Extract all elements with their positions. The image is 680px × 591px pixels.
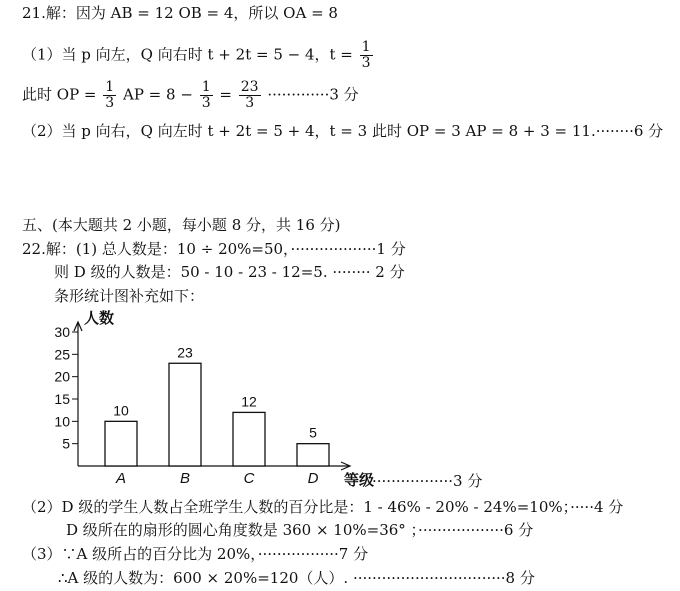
fraction-ap-sub — [200, 80, 213, 111]
fraction-t — [360, 40, 373, 71]
q21-line-2 — [22, 40, 375, 71]
bar-C — [233, 412, 265, 466]
y-axis-arrow — [74, 322, 82, 331]
fraction-den: 3 — [245, 95, 255, 111]
q22-part3-line-2: ∴A 级的人数为：600 × 20%=120（人）. ································8 分 — [58, 569, 535, 587]
bar-D — [297, 444, 329, 466]
y-tick-label: 5 — [62, 435, 70, 452]
category-label: C — [243, 470, 255, 487]
fraction-den: 3 — [201, 95, 211, 111]
fraction-op — [103, 80, 116, 111]
fraction-num: 1 — [105, 79, 115, 95]
bar-B — [169, 363, 201, 466]
fraction-den: 3 — [105, 95, 115, 111]
x-axis-arrow — [341, 462, 350, 470]
q22-line-2: 则 D 级的人数是：50 - 10 - 23 - 12=5. ········ 2 分 — [54, 263, 405, 281]
category-label: B — [179, 470, 191, 487]
y-tick-label: 10 — [54, 413, 70, 430]
q21-line-3-score: ·············3 分 — [267, 85, 359, 104]
chart-score: ·················3 分 — [372, 472, 483, 490]
y-tick-label: 30 — [54, 324, 70, 340]
q22-part3-line-1: （3）∵A 级所占的百分比为 20%，·················7 分 — [22, 545, 369, 563]
q21-line-3-ap: AP = 8 − — [122, 85, 193, 104]
bar-value-label: 12 — [241, 393, 257, 410]
bar-A — [105, 421, 137, 466]
q21-line-3 — [22, 80, 359, 111]
bar-value-label: 23 — [177, 344, 193, 361]
q22-part2-line-1: （2）D 级的学生人数占全班学生人数的百分比是：1 - 46% - 20% - 24%=10%；·····4 分 — [22, 498, 624, 516]
fraction-num: 23 — [240, 79, 259, 95]
y-tick-label: 25 — [54, 346, 70, 363]
bar-value-label: 5 — [309, 424, 317, 441]
y-axis-label: 人数 — [84, 310, 115, 327]
fraction-den: 3 — [361, 55, 371, 71]
category-label: D — [307, 470, 319, 487]
section5-heading: 五、(本大题共 2 小题，每小题 8 分，共 16 分) — [22, 216, 341, 234]
y-tick-label: 20 — [54, 368, 70, 385]
q22-line-3: 条形统计图补充如下： — [54, 287, 205, 305]
fraction-num: 1 — [361, 39, 371, 55]
q21-line-1: 21.解：因为 AB = 12 OB = 4，所以 OA = 8 — [22, 4, 338, 22]
bar-value-label: 10 — [113, 402, 129, 419]
q22-part2-line-2: D 级所在的扇形的圆心角度数是 360 × 10%=36° ；··················6 分 — [66, 521, 534, 539]
q21-line-3-eq: = — [219, 85, 232, 104]
y-tick-label: 15 — [54, 391, 70, 407]
category-label: A — [115, 470, 127, 487]
q21-line-4: （2）当 p 向右，Q 向左时 t + 2t = 5 + 4，t = 3 此时 OP = 3 AP = 8 + 3 = 11.········6 分 — [22, 122, 664, 140]
q21-line-3-op: 此时 OP = — [22, 85, 97, 104]
q21-line-2-text: （1）当 p 向左，Q 向右时 t + 2t = 5 − 4，t = — [22, 45, 353, 64]
chart-root — [54, 309, 374, 489]
fraction-ap-result — [239, 80, 261, 111]
x-axis-label: 等级 — [344, 472, 375, 489]
q22-line-1: 22.解：(1) 总人数是：10 ÷ 20%=50，··················1 分 — [22, 240, 406, 258]
fraction-num: 1 — [201, 79, 211, 95]
